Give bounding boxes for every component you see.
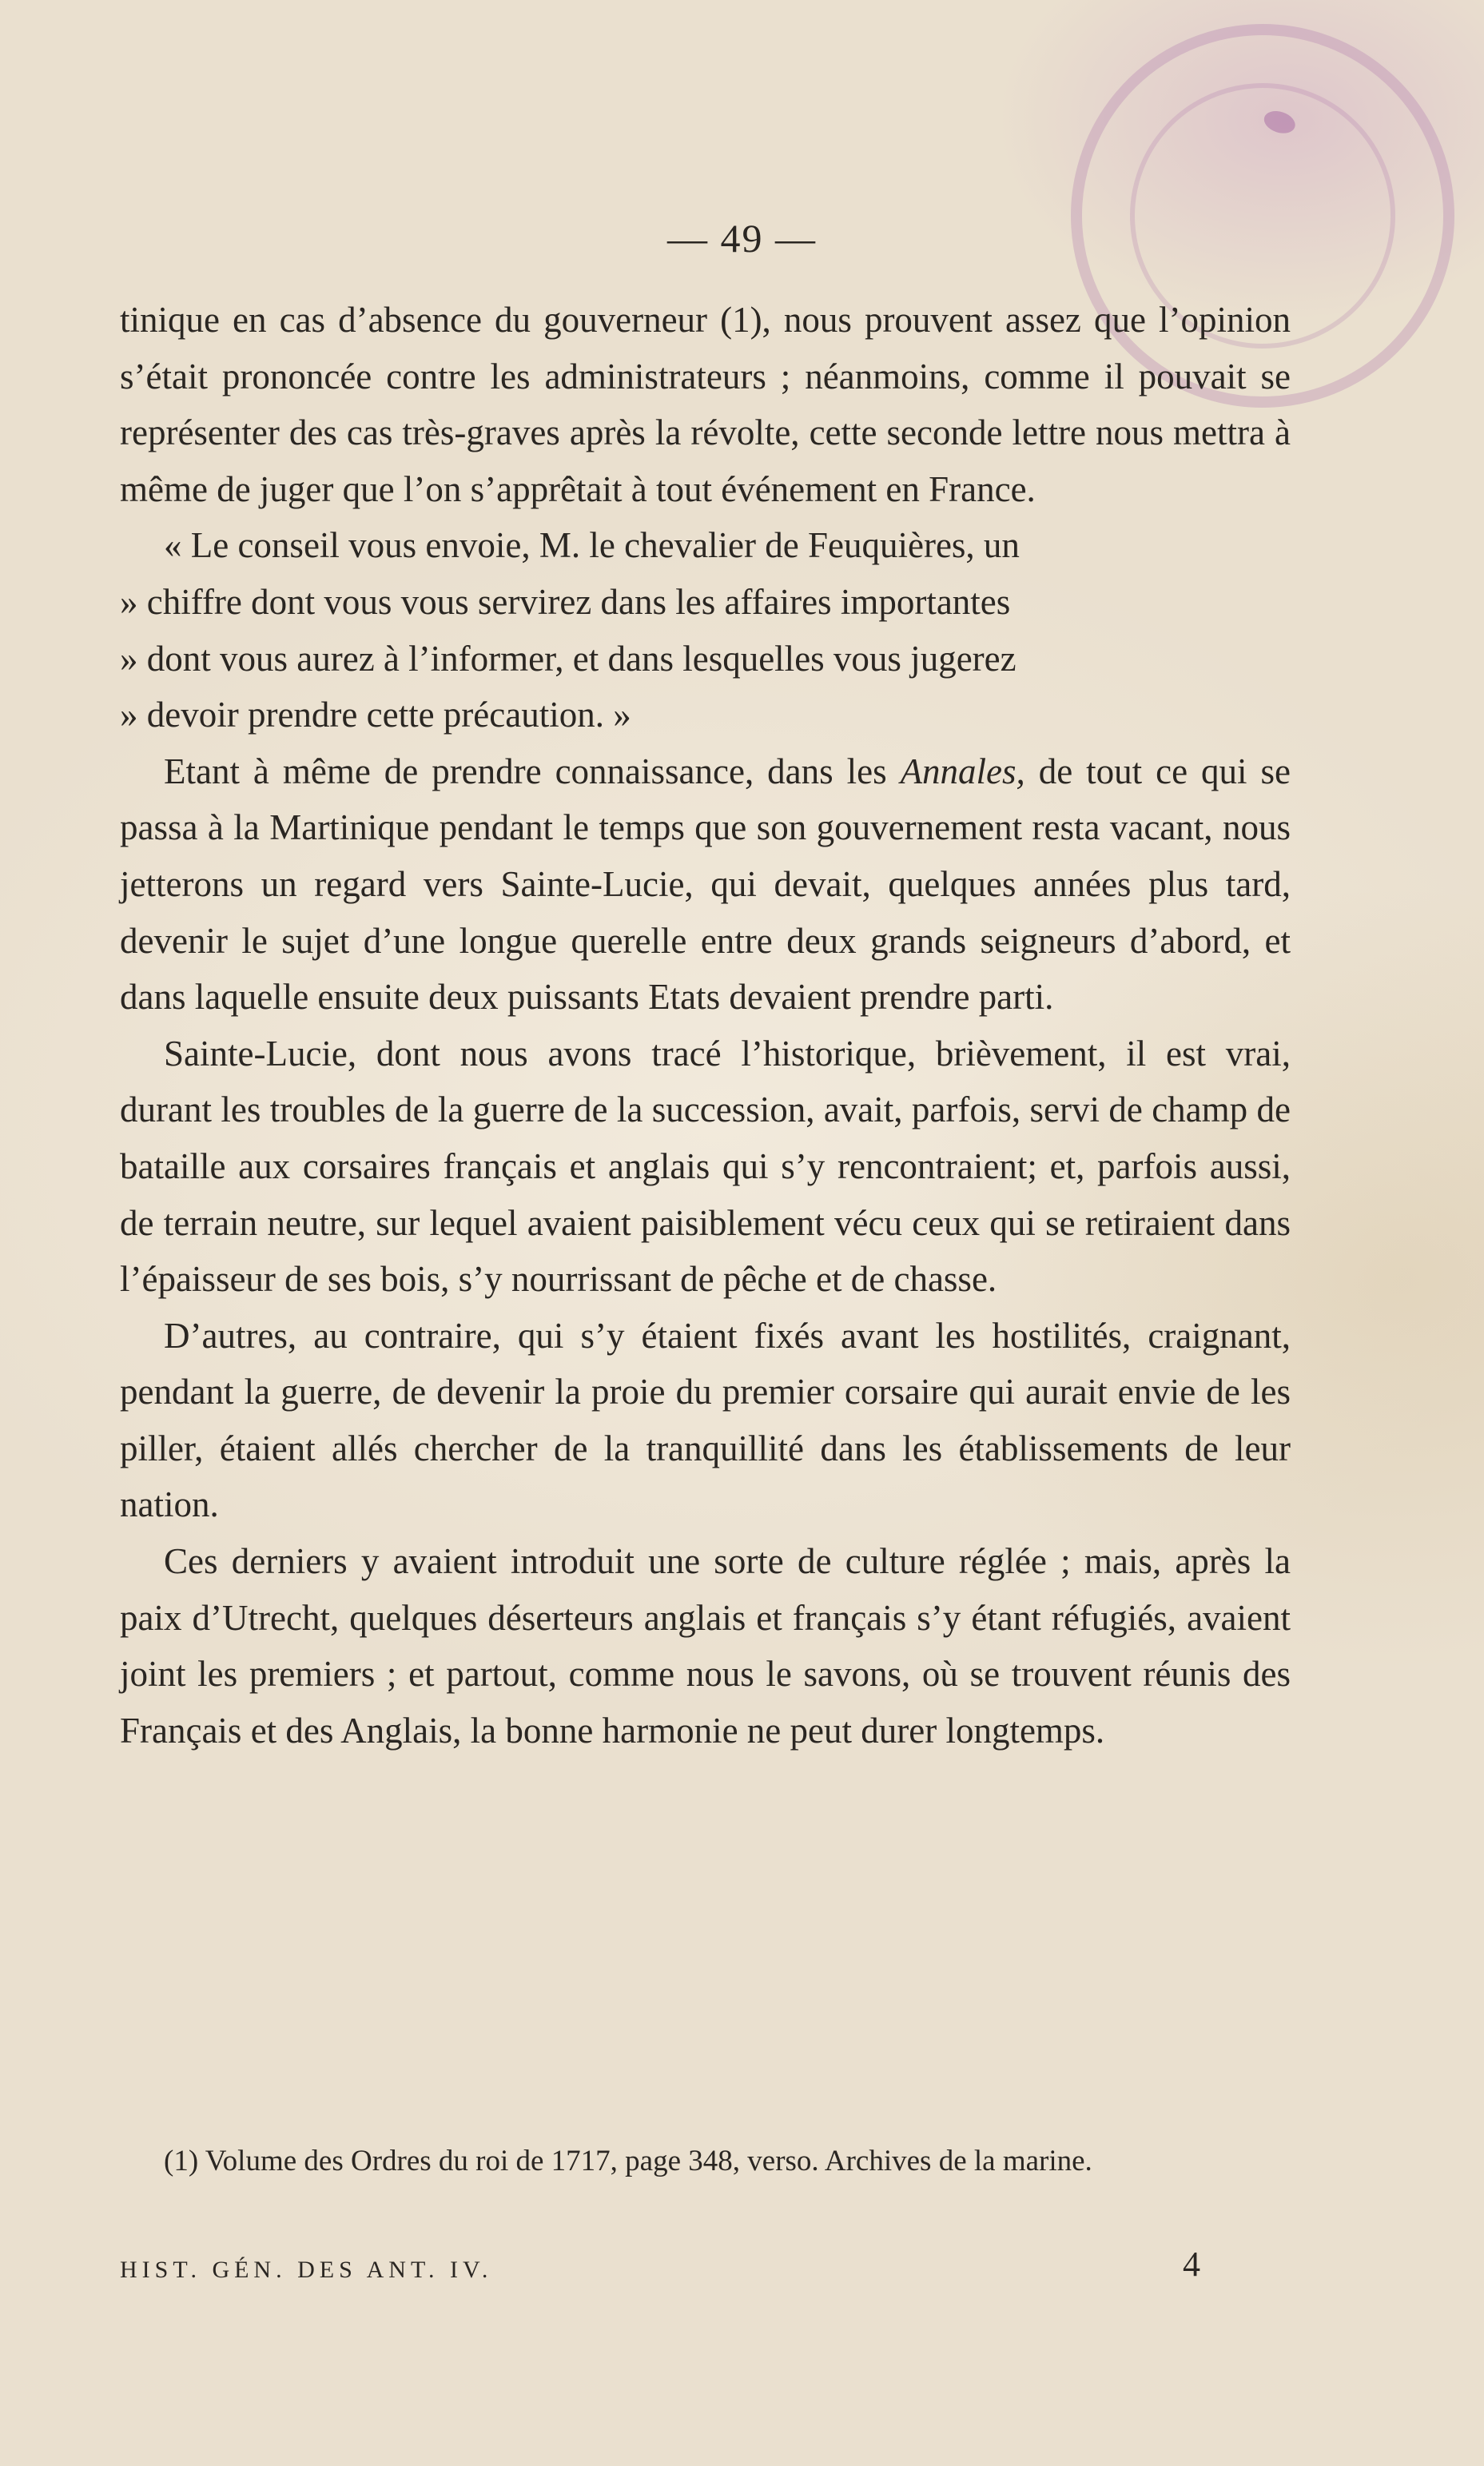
paragraph-continuation: tinique en cas d’absence du gouverneur (1), nous prouvent assez que l’opinion s’était prononcée contre les administrateurs ; néanmoins, comme il pouvait se représenter des cas très-graves après la révolte, cette seconde lettre nous mettra à même de juger que l’on s’apprêtait à tout événement en France. (120, 300, 1291, 509)
quote-line-1: « Le conseil vous envoie, M. le chevalier de Feuquières, un (164, 525, 1020, 566)
signature-mark: HIST. GÉN. DES ANT. IV. (120, 2257, 493, 2283)
quote-line-3: » dont vous aurez à l’informer, et dans lesquelles vous jugerez (120, 638, 1017, 679)
body-text (120, 292, 1291, 1759)
page-number: — 49 — (667, 216, 817, 261)
signature-number: 4 (1183, 2245, 1200, 2284)
paragraph-derniers: Ces derniers y avaient introduit une sorte de culture réglée ; mais, après la paix d’Utrecht, quelques déserteurs anglais et français s’y étant réfugiés, avaient joint les premiers ; et partout, comme nous le savons, où se trouvent réunis des Français et des Anglais, la bonne harmonie ne peut durer longtemps. (120, 1541, 1291, 1751)
annales-title: Annales, (900, 751, 1025, 791)
quote-line-4: » devoir prendre cette précaution. » (120, 695, 631, 735)
paragraph-annales-after: de tout ce qui se passa à la Martinique pendant le temps que son gouvernement resta vacant, nous jetterons un regard vers Sainte-Lucie, qui devait, quelques années plus tard, devenir le sujet d’une longue querelle entre deux grands seigneurs d’abord, et dans laquelle ensuite deux puissants Etats devaient prendre parti. (120, 751, 1291, 1018)
paragraph-autres: D’autres, au contraire, qui s’y étaient fixés avant les hostilités, craignant, pendant la guerre, de devenir la proie du premier corsaire qui aurait envie de les piller, étaient allés chercher de la tranquillité dans les établissements de leur nation. (120, 1315, 1291, 1525)
footnote: (1) Volume des Ordres du roi de 1717, page 348, verso. Archives de la marine. (164, 2145, 1092, 2177)
paragraph-annales (120, 743, 1291, 1026)
paragraph-annales-before: Etant à même de prendre connaissance, dans les (164, 751, 901, 791)
quote-line-2: » chiffre dont vous vous servirez dans les affaires importantes (120, 581, 1011, 622)
paragraph-sainte-lucie: Sainte-Lucie, dont nous avons tracé l’historique, brièvement, il est vrai, durant les troubles de la guerre de la succession, avait, parfois, servi de champ de bataille aux corsaires français et anglais qui s’y rencontraient; et, parfois aussi, de terrain neutre, sur lequel avaient paisiblement vécu ceux qui se retiraient dans l’épaisseur de ses bois, s’y nourrissant de pêche et de chasse. (120, 1033, 1291, 1300)
